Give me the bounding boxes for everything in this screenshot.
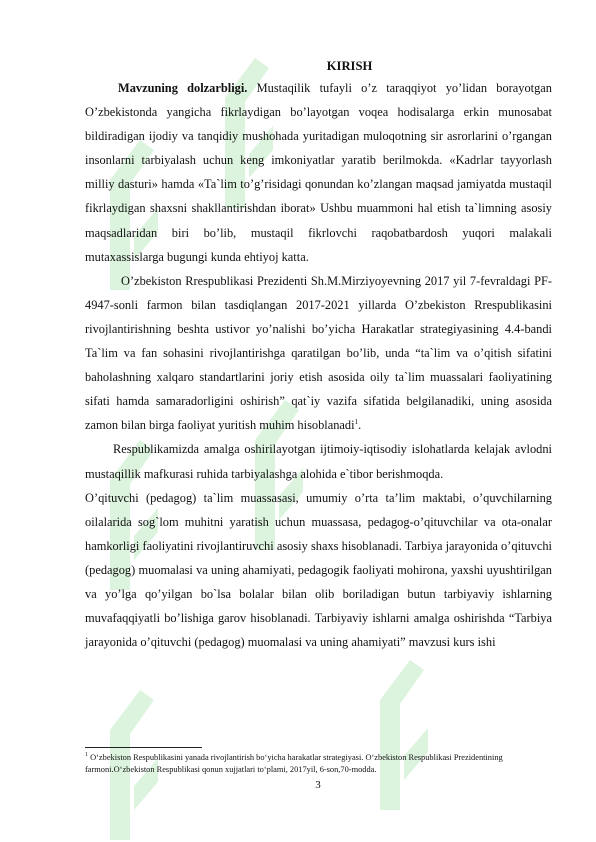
document-body bbox=[85, 56, 552, 654]
page-title: KIRISH bbox=[326, 59, 373, 73]
footnote bbox=[85, 752, 552, 776]
paragraph-decree bbox=[85, 269, 552, 438]
paragraph-relevance bbox=[85, 76, 552, 269]
paragraph-end: . bbox=[358, 418, 362, 433]
paragraph-reforms: Respublikamizda amalga oshirilayotgan ijtimoiy-iqtisodiy islohatlarda kelajak avlodni mustaqillik mafkurasi ruhida tarbiyalashga alohida e`tibor berishmoqda. bbox=[85, 442, 552, 481]
paragraph-text: O’zbekiston Rrespublikasi Prezidenti Sh.M.Mirziyoyevning 2017 yil 7-fevraldagi PF-4947-sonli farmon bilan tasdiqlangan 2017-2021 yillarda O’zbekiston Rrespublikasini rivojlantirishning beshta ustivor yo’nalishi bo’yicha Harakatlar strategiyasining 4.4-bandi Ta`lim va fan sohasini rivojlantirishga qaratilgan bo’lib, unda “ta`lim va o’qitish sifatini baholashning xalqaro standartlarini joriy etish asosida oily ta`lim muassalari faoliyatining sifati hamda samaradorligini oshirish” qat`iy vazifa sifatida belgilanadiki, uning asosida zamon bilan birga faoliyat yuritish muhim hisoblanadi bbox=[85, 273, 552, 433]
page-number: 3 bbox=[315, 779, 321, 791]
paragraph-text: Mustaqilik tufayli o’z taraqqiyot yo’lidan borayotgan O’zbekistonda yangicha fikrlaydigan bo’layotgan voqea hodisalarga erkin munosabat bildiradigan ijodiy va tanqidiy mushohada yuritadigan muloqotning sir asrorlarini o’rgangan insonlarni tarbiyalash uchun keng imkoniyatlar yaratib berilmokda. «Kadrlar tayyorlash milliy dasturi» hamda «Ta`lim to’g’risidagi qonundan ko’zlangan maqsad jamiyatda mustaqil fikrlaydigan shaxsni shakllantirishdan iborat» Ushbu muammoni hal etish ta`limning asosiy maqsadlaridan biri bo’lib, mustaqil fikrlovchi raqobatbardosh yuqori malakali mutaxassislarga bugungi kunda ehtiyoj katta. bbox=[85, 81, 552, 264]
paragraph-lead: Mavzuning dolzarbligi. bbox=[118, 81, 248, 95]
paragraph-teacher: O’qituvchi (pedagog) ta`lim muassasasi, umumiy o’rta ta’lim maktabi, o’quvchilarning oilalarida sog`lom muhitni yaratish uchun muassasa, pedagog-o’qituvchilar va ota-onalar hamkorligi faoliyatini rivojlantiruvchi asosiy shaxs hisoblanadi. Tarbiya jarayonida o’qituvchi (pedagog) muomalasi va uning ahamiyati, pedagogik faoliyati mohirona, yaxshi uyushtirilgan va yo’lga qo’yilgan bo`lsa bolalar bilan olib boriladigan butun tarbiyaviy ishlarning muvafaqqiyatli bo’lishiga garov hisoblanadi. Tarbiyaviy ishlarni amalga oshirishda “Tarbiya jarayonida o’qituvchi (pedagog) muomalasi va uning ahamiyati” mavzusi kurs ishi bbox=[85, 490, 552, 650]
footnote-text: O‘zbekiston Respublikasini yanada rivojlantirish bo‘yicha harakatlar strategiyasi. O‘zbekiston Respublikasi Prezidentining farmoni.O‘zbekiston Respublikasi qonun xujjatlari to‘plami, 2017yil, 6-son,70-modda. bbox=[85, 753, 503, 774]
footnote-divider bbox=[85, 747, 202, 748]
footnote-marker: 1 bbox=[85, 752, 88, 759]
footnote-reference[interactable]: 1 bbox=[354, 418, 359, 427]
